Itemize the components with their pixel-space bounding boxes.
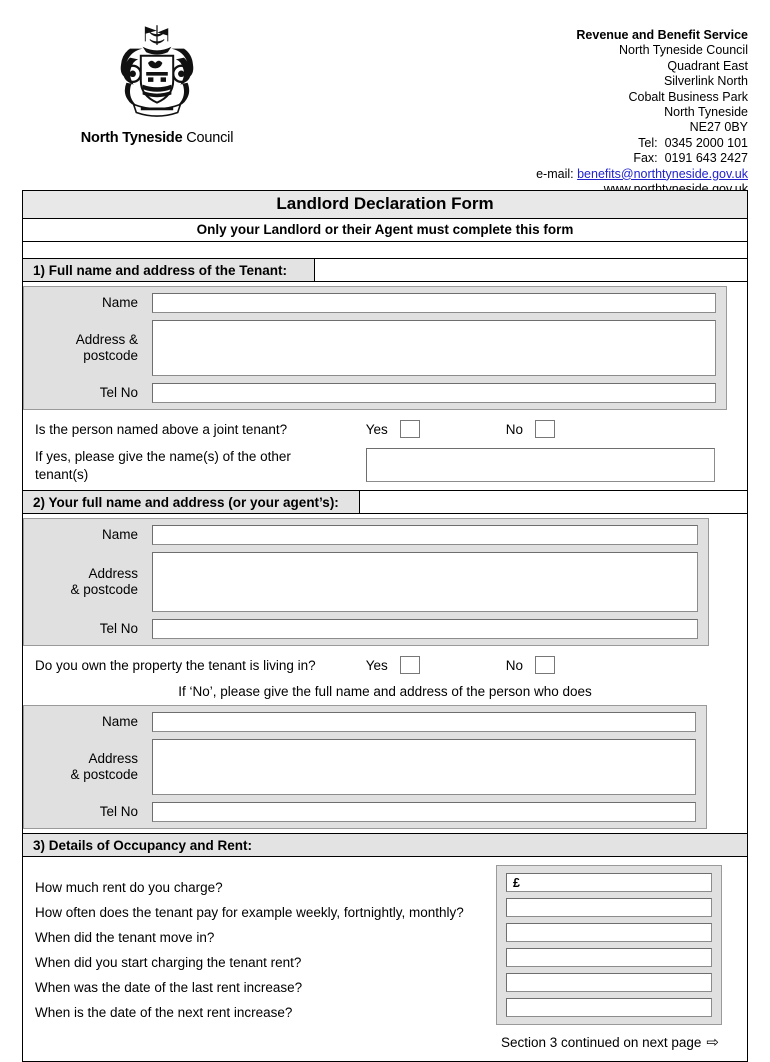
continued-note-text: Section 3 continued on next page [501,1035,702,1050]
owner-details-note: If ‘No’, please give the full name and address of the person who does [23,680,747,705]
landlord-address-label-line2: & postcode [70,582,138,597]
ownership-no-checkbox[interactable] [535,656,555,674]
address-line: North Tyneside Council [618,43,748,58]
fax-line [536,151,748,166]
owner-address-label-line1: Address [88,751,138,766]
tenant-address-label-line2: postcode [83,348,138,363]
tenant-name-row [34,293,716,313]
email-label: e-mail: [536,166,574,181]
landlord-declaration-form [22,190,748,1062]
landlord-name-row [34,525,698,545]
landlord-address-label [34,566,152,598]
section-3-heading: 3) Details of Occupancy and Rent: [23,834,747,856]
council-address-block [536,18,748,197]
owner-address-input[interactable] [152,739,696,795]
rent-question: When was the date of the last rent increase? [35,980,303,995]
owner-tel-row [34,802,696,822]
section-1-fields [23,282,747,414]
fax-value: 0191 643 2427 [664,151,748,166]
right-arrow-icon: ⇨ [706,1034,719,1051]
owner-address-label-line2: & postcode [70,767,138,782]
landlord-address-row [34,552,698,612]
email-line [536,167,748,182]
rent-question: How often does the tenant pay for example weekly, fortnightly, monthly? [35,905,464,920]
tenant-name-input[interactable] [152,293,716,313]
ownership-question: Do you own the property the tenant is living in? [35,657,316,673]
rent-question: When did the tenant move in? [35,930,215,945]
council-logo [22,18,252,146]
tenant-move-in-date-input[interactable] [506,923,712,942]
section-3-body [23,857,747,1025]
council-wordmark [62,130,252,146]
landlord-name-label: Name [101,527,138,542]
postcode: NE27 0BY [689,120,748,135]
landlord-tel-label: Tel No [99,621,138,636]
email-link[interactable]: benefits@northtyneside.gov.uk [577,166,748,181]
section-1-header-blank [315,259,747,281]
form-title: Landlord Declaration Form [23,191,747,219]
joint-tenant-no-label: No [505,421,523,437]
rent-start-date-input[interactable] [506,948,712,967]
telephone-label: Tel: [638,135,658,150]
telephone-value: 0345 2000 101 [664,135,748,150]
ownership-yes-checkbox[interactable] [400,656,420,674]
continued-note [23,1025,747,1061]
tenant-tel-label: Tel No [99,385,138,400]
page-header [0,0,770,181]
owner-tel-input[interactable] [152,802,696,822]
rent-question: When did you start charging the tenant rent? [35,955,302,970]
rent-question-list [23,865,496,1025]
section-2-header-blank [360,491,747,513]
address-line: Cobalt Business Park [628,89,748,104]
owner-tel-label: Tel No [99,804,138,819]
section-2-heading: 2) Your full name and address (or your agent’s): [23,491,360,513]
owner-name-label: Name [101,714,138,729]
tenant-address-input[interactable] [152,320,716,376]
owner-address-row [34,739,696,795]
section-1-heading: 1) Full name and address of the Tenant: [23,259,315,281]
fax-label: Fax: [633,151,658,166]
ownership-no-label: No [505,657,523,673]
tenant-address-label-line1: Address & [75,332,138,347]
wordmark-bold: North Tyneside [80,130,183,146]
joint-tenant-no-option [506,420,567,438]
rent-question: How much rent do you charge? [35,880,223,895]
joint-tenant-options [366,420,747,438]
rent-amount-input[interactable]: £ [506,873,712,892]
section-3-header [23,833,747,857]
section-2-fields [23,514,747,650]
section-1-header [23,259,747,282]
tenant-tel-input[interactable] [152,383,716,403]
other-tenants-question [35,448,365,484]
ownership-no-option [506,656,567,674]
joint-tenant-yes-option [366,420,432,438]
ownership-yes-label: Yes [365,657,388,673]
rent-answer-panel [496,865,722,1025]
other-tenants-question-line2: tenant(s) [35,467,89,482]
next-rent-increase-input[interactable] [506,998,712,1017]
landlord-tel-row [34,619,698,639]
landlord-name-input[interactable] [152,525,698,545]
rent-frequency-input[interactable] [506,898,712,917]
other-tenants-row [23,444,747,490]
landlord-address-label-line1: Address [88,566,138,581]
section-2-header [23,490,747,514]
ownership-question-row [23,650,747,680]
owner-address-label [34,751,152,783]
landlord-address-input[interactable] [152,552,698,612]
owner-name-row [34,712,696,732]
rent-question: When is the date of the next rent increase? [35,1005,293,1020]
telephone-line [536,136,748,151]
last-rent-increase-input[interactable] [506,973,712,992]
joint-tenant-yes-label: Yes [365,421,388,437]
ownership-options [366,656,747,674]
address-line: Silverlink North [663,74,748,89]
owner-fields [23,705,747,833]
owner-name-input[interactable] [152,712,696,732]
landlord-tel-input[interactable] [152,619,698,639]
coat-of-arms-icon [103,18,211,126]
joint-tenant-question: Is the person named above a joint tenant? [35,421,288,437]
address-line: Quadrant East [667,58,748,73]
ownership-yes-option [366,656,432,674]
service-name: Revenue and Benefit Service [576,28,748,42]
tenant-tel-row [34,383,716,403]
joint-tenant-question-row [23,414,747,444]
spacer-row [23,242,747,259]
other-tenants-input[interactable] [366,448,715,482]
tenant-name-label: Name [101,295,138,310]
joint-tenant-no-checkbox[interactable] [535,420,555,438]
joint-tenant-yes-checkbox[interactable] [400,420,420,438]
tenant-address-row [34,320,716,376]
tenant-address-label [34,332,152,364]
wordmark-regular: Council [182,130,234,146]
address-line: North Tyneside [664,105,748,120]
form-subtitle: Only your Landlord or their Agent must complete this form [23,219,747,242]
other-tenants-question-line1: If yes, please give the name(s) of the other [35,449,291,464]
